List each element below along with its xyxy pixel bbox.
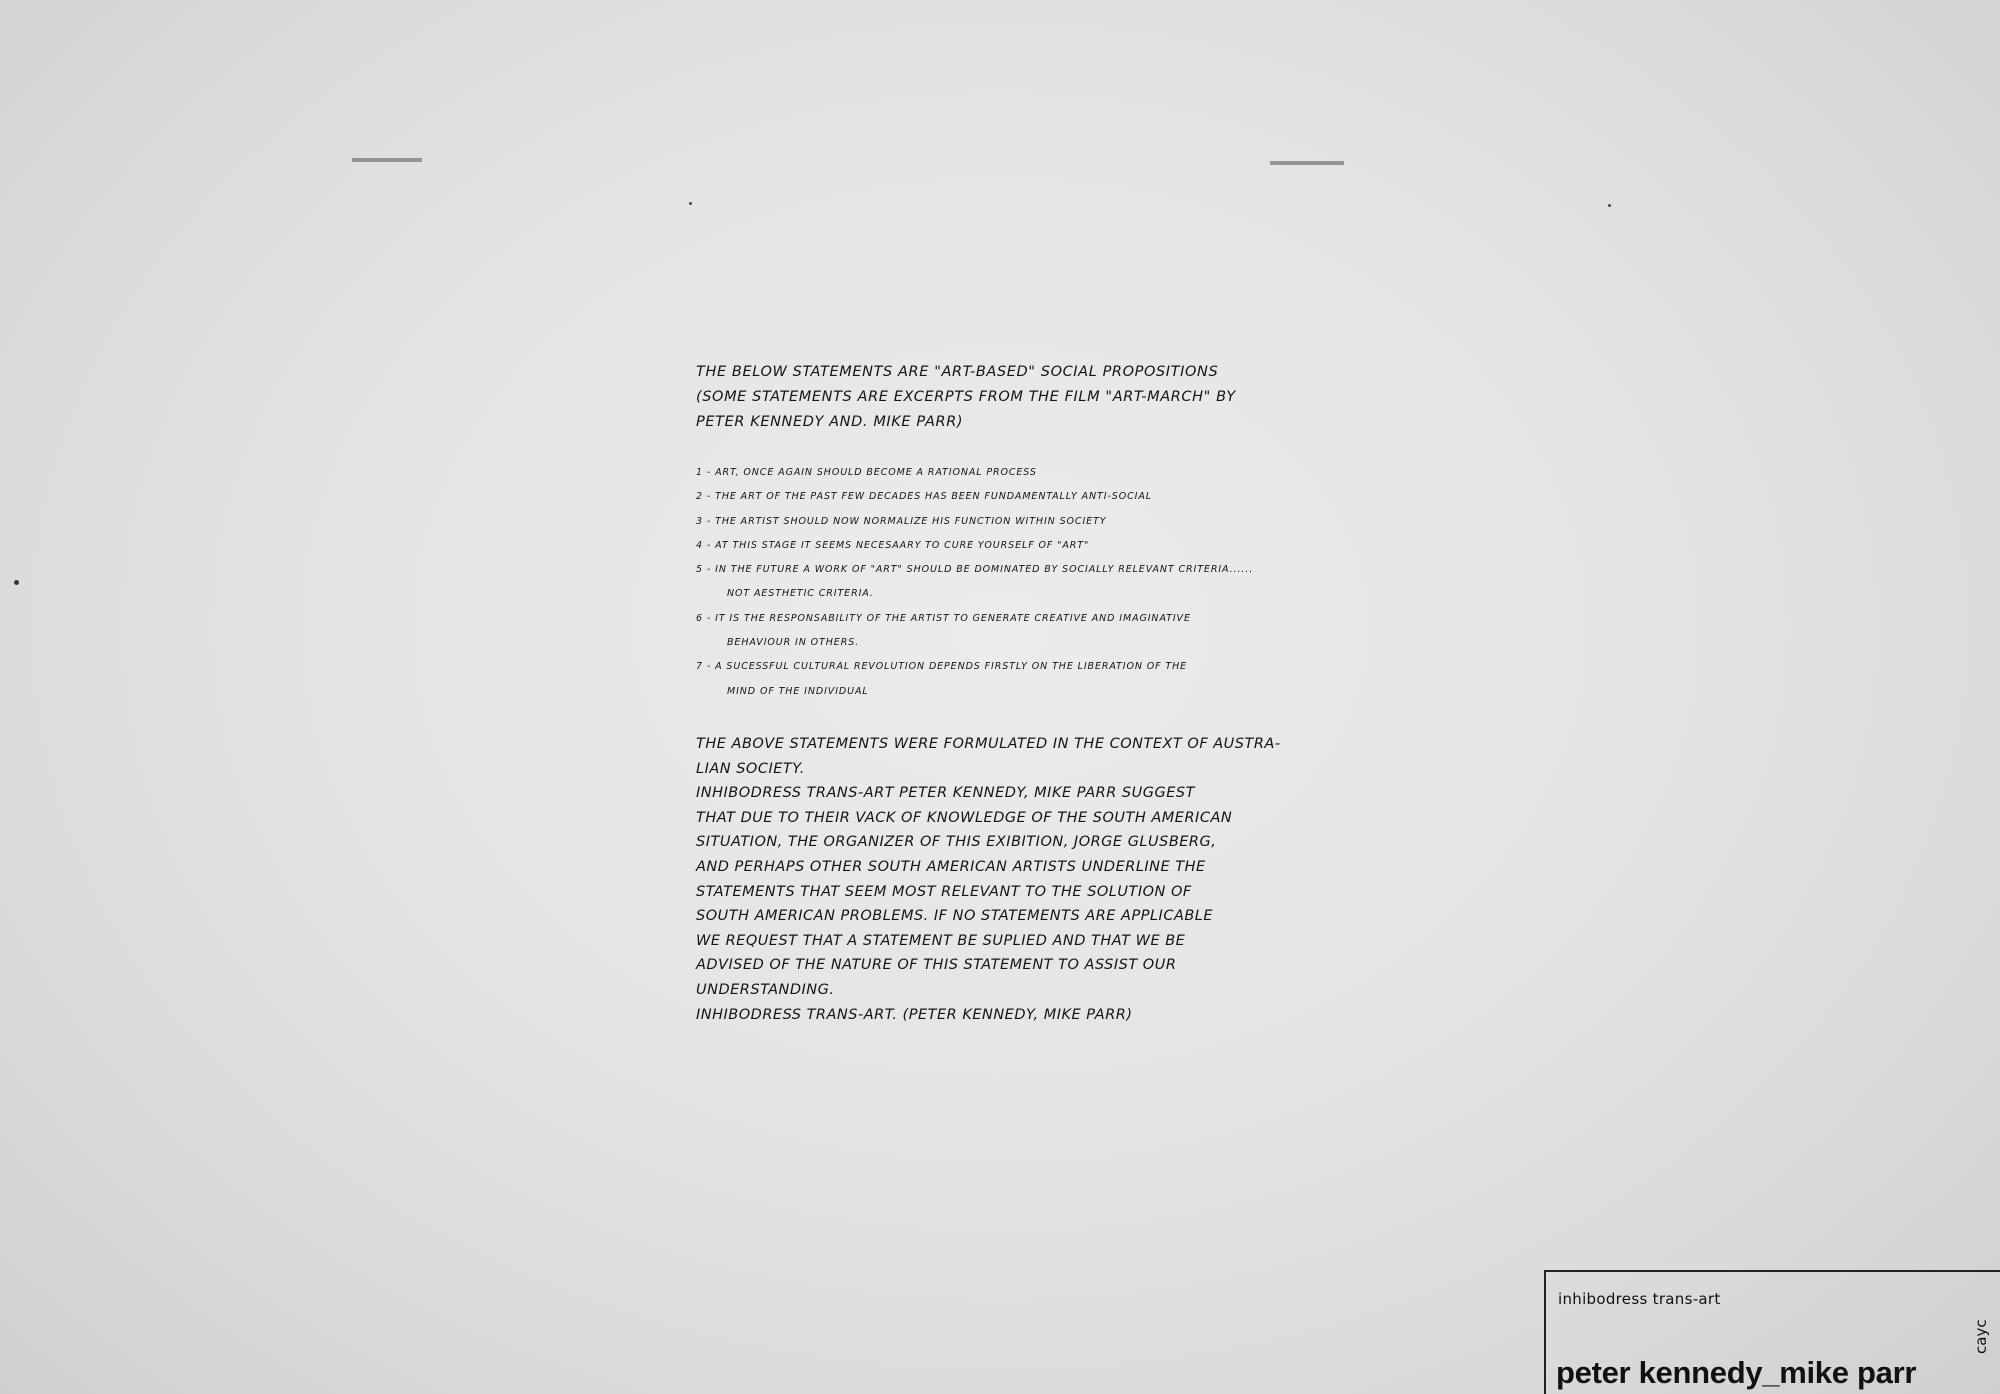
heading-line: PETER KENNEDY AND. MIKE PARR) — [696, 414, 964, 430]
statement-continuation: NOT AESTHETIC CRITERIA. — [727, 588, 874, 600]
closing-line: UNDERSTANDING. — [696, 981, 835, 998]
statement-line: 7 - A SUCESSFUL CULTURAL REVOLUTION DEPENDS FIRSTLY ON THE LIBERATION OF THE — [696, 661, 1188, 673]
statement-line: 4 - AT THIS STAGE IT SEEMS NECESAARY TO CURE YOURSELF OF "ART" — [696, 539, 1090, 551]
heading-line: (SOME STATEMENTS ARE EXCERPTS FROM THE FILM "ART-MARCH" BY — [696, 389, 1236, 405]
statement-line: 5 - IN THE FUTURE A WORK OF "ART" SHOULD BE DOMINATED BY SOCIALLY RELEVANT CRITERIA...... — [696, 564, 1254, 576]
pin-mark — [14, 580, 19, 585]
closing-line: THAT DUE TO THEIR VACK OF KNOWLEDGE OF THE SOUTH AMERICAN — [696, 809, 1233, 826]
pin-mark — [689, 202, 692, 205]
statement-continuation: BEHAVIOUR IN OTHERS. — [727, 637, 860, 649]
closing-line: STATEMENTS THAT SEEM MOST RELEVANT TO THE SOLUTION OF — [696, 883, 1192, 900]
label-artists: peter kennedy_mike parr — [1556, 1355, 1917, 1390]
heading-line: THE BELOW STATEMENTS ARE "ART-BASED" SOCIAL PROPOSITIONS — [696, 364, 1219, 380]
statement-line: 1 - ART, ONCE AGAIN SHOULD BECOME A RATIONAL PROCESS — [696, 467, 1037, 478]
signature-line: INHIBODRESS TRANS-ART. (PETER KENNEDY, MIKE PARR) — [696, 1006, 1133, 1023]
closing-line: INHIBODRESS TRANS-ART PETER KENNEDY, MIKE PARR SUGGEST — [696, 785, 1195, 802]
closing-line: THE ABOVE STATEMENTS WERE FORMULATED IN THE CONTEXT OF AUSTRA- — [696, 735, 1281, 752]
tape-mark-right — [1270, 161, 1344, 165]
closing-line: SITUATION, THE ORGANIZER OF THIS EXIBITION, JORGE GLUSBERG, — [696, 834, 1217, 851]
closing-line: LIAN SOCIETY. — [696, 760, 805, 777]
closing-line: SOUTH AMERICAN PROBLEMS. IF NO STATEMENTS ARE APPLICABLE — [696, 908, 1214, 925]
closing-line: WE REQUEST THAT A STATEMENT BE SUPLIED AND THAT WE BE — [696, 932, 1186, 949]
heading — [696, 360, 1336, 435]
pin-mark — [1608, 204, 1611, 207]
tape-mark-left — [352, 158, 422, 162]
statement-line: 2 - THE ART OF THE PAST FEW DECADES HAS BEEN FUNDAMENTALLY ANTI-SOCIAL — [696, 491, 1152, 503]
statement-text-block — [696, 360, 1336, 1027]
closing-line: ADVISED OF THE NATURE OF THIS STATEMENT TO ASSIST OUR — [696, 957, 1177, 974]
label-group-name: inhibodress trans-art — [1558, 1290, 1721, 1308]
closing-paragraph — [696, 732, 1336, 1027]
closing-line: AND PERHAPS OTHER SOUTH AMERICAN ARTISTS UNDERLINE THE — [696, 858, 1206, 875]
statements-list — [696, 461, 1336, 704]
label-side-text: cayc — [1972, 1319, 1990, 1354]
statement-continuation: MIND OF THE INDIVIDUAL — [727, 685, 869, 697]
statement-line: 6 - IT IS THE RESPONSABILITY OF THE ARTIST TO GENERATE CREATIVE AND IMAGINATIVE — [696, 612, 1191, 624]
statement-line: 3 - THE ARTIST SHOULD NOW NORMALIZE HIS FUNCTION WITHIN SOCIETY — [696, 515, 1107, 527]
